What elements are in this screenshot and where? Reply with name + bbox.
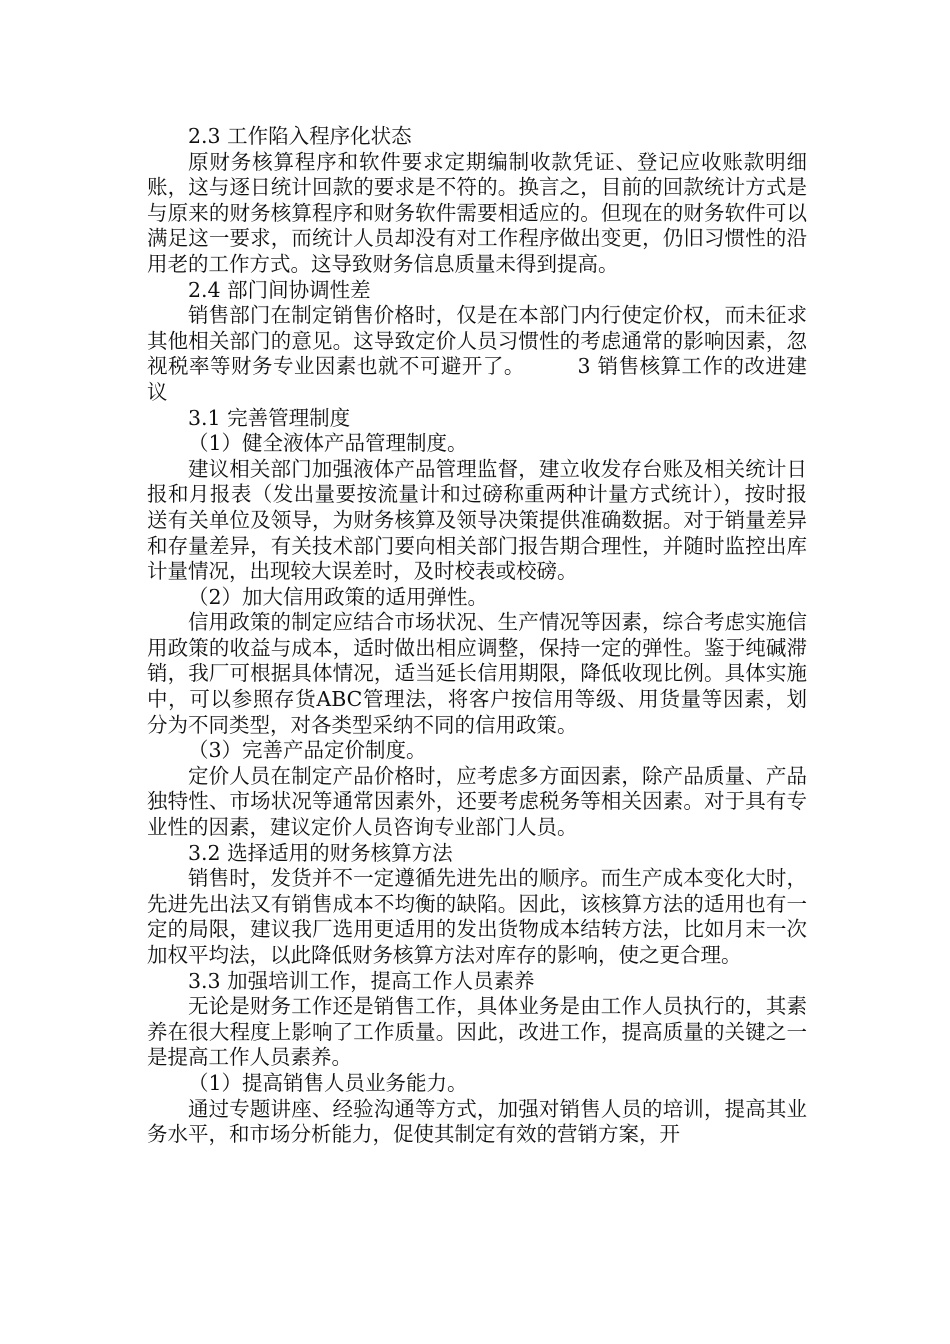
section-heading-2-3: 2.3 工作陷入程序化状态 bbox=[188, 124, 412, 148]
paragraph: 销售时，发货并不一定遵循先进先出的顺序。而生产成本变化大时，先进先出法又有销售成本不均衡的缺陷。因此，该核算方法的适用也有一定的局限，建议我厂选用更适用的发出货物成本结转方法，比如月末一次加权平均法，以此降低财务核算方法对库存的影响，使之更合理。 bbox=[147, 866, 807, 967]
paragraph: 销售部门在制定销售价格时，仅是在本部门内行使定价权，而未征求其他相关部门的意见。这导致定价人员习惯性的考虑通常的影响因素，忽视税率等财务专业因素也就不可避开了。 3 销售核算工作的改进建议 bbox=[147, 303, 807, 404]
section-heading-3-1: 3.1 完善管理制度 bbox=[188, 405, 351, 430]
document-body bbox=[147, 124, 807, 1148]
paragraph: 信用政策的制定应结合市场状况、生产情况等因素，综合考虑实施信用政策的收益与成本，适时做出相应调整，保持一定的弹性。鉴于纯碱滞销，我厂可根据具体情况，适当延长信用期限，降低收现比例。具体实施中，可以参照存货ABC管理法，将客户按信用等级、用货量等因素，划分为不同类型，对各类型采纳不同的信用政策。 bbox=[147, 610, 807, 737]
section-heading-3-2: 3.2 选择适用的财务核算方法 bbox=[188, 840, 453, 865]
section-heading-2-4: 2.4 部门间协调性差 bbox=[188, 277, 371, 302]
sub-heading-3: （3）完善产品定价制度。 bbox=[188, 738, 427, 763]
paragraph: 无论是财务工作还是销售工作，具体业务是由工作人员执行的，其素养在很大程度上影响了工作质量。因此，改进工作，提高质量的关键之一是提高工作人员素养。 bbox=[147, 994, 807, 1070]
section-heading-3-3: 3.3 加强培训工作，提高工作人员素养 bbox=[188, 968, 535, 993]
sub-heading-1: （1）健全液体产品管理制度。 bbox=[188, 431, 468, 456]
paragraph: 建议相关部门加强液体产品管理监督，建立收发存台账及相关统计日报和月报表（发出量要按流量计和过磅称重两种计量方式统计），按时报送有关单位及领导，为财务核算及领导决策提供准确数据。对于销量差异和存量差异，有关技术部门要向相关部门报告期合理性，并随时监控出库计量情况，出现较大误差时，及时校表或校磅。 bbox=[147, 456, 807, 584]
paragraph: 定价人员在制定产品价格时，应考虑多方面因素，除产品质量、产品独特性、市场状况等通常因素外，还要考虑税务等相关因素。对于具有专业性的因素，建议定价人员咨询专业部门人员。 bbox=[147, 763, 807, 840]
paragraph: 原财务核算程序和软件要求定期编制收款凭证、登记应收账款明细账，这与逐日统计回款的要求是不符的。换言之，目前的回款统计方式是与原来的财务核算程序和财务软件需要相适应的。但现在的财务软件可以满足这一要求，而统计人员却没有对工作程序做出变更，仍旧习惯性的沿用老的工作方式。这导致财务信息质量未得到提高。 bbox=[147, 149, 807, 276]
sub-heading-2: （2）加大信用政策的适用弹性。 bbox=[188, 584, 489, 609]
sub-heading-1: （1）提高销售人员业务能力。 bbox=[188, 1070, 468, 1095]
paragraph: 通过专题讲座、经验沟通等方式，加强对销售人员的培训，提高其业务水平，和市场分析能力，促使其制定有效的营销方案，开 bbox=[147, 1096, 807, 1147]
